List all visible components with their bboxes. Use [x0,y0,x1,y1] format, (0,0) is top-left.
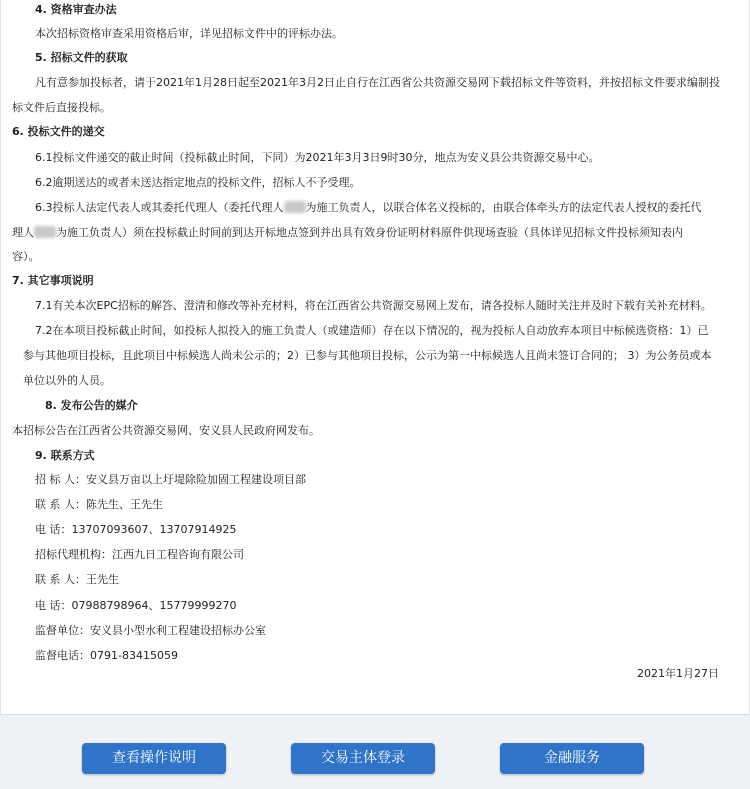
supervisor-unit: 监督单位：安义县小型水利工程建设招标办公室 [35,624,266,637]
section-7-heading: 7. 其它事项说明 [12,274,94,287]
view-instructions-button[interactable]: 查看操作说明 [82,743,226,774]
entity-login-button[interactable]: 交易主体登录 [291,743,435,774]
agency-phone: 电 话：07988798964、15779999270 [35,599,237,612]
agency-name: 招标代理机构：江西九日工程咨询有限公司 [35,548,244,561]
section-4-text: 本次招标资格审查采用资格后审，详见招标文件中的评标办法。 [35,27,343,40]
section-6-3-text-line3: 容）。 [12,250,40,263]
redacted-name [34,226,56,238]
section-6-3-line1-pre: 6.3投标人法定代表人或其委托代理人（委托代理人 [35,201,284,214]
supervisor-phone: 监督电话：0791-83415059 [35,649,178,662]
section-6-3-text-line1 [35,201,702,215]
section-4-heading: 4. 资格审查办法 [35,3,117,16]
financial-services-button[interactable]: 金融服务 [500,743,644,774]
agency-contact: 联 系 人：王先生 [35,573,119,586]
section-7-2-text-line3: 单位以外的人员。 [23,374,111,387]
section-7-2-text-line1: 7.2在本项目投标截止时间，如投标人拟投入的施工负责人（或建造师）存在以下情况的，视为投标人自动放弃本项目中标候选资格：1）已 [35,324,709,337]
section-8-heading: 8. 发布公告的媒介 [45,399,138,412]
section-8-text: 本招标公告在江西省公共资源交易网、安义县人民政府网发布。 [12,424,320,437]
publish-date: 2021年1月27日 [637,667,719,680]
section-5-heading: 5. 招标文件的获取 [35,51,128,64]
contact-phone: 电 话：13707093607、13707914925 [35,523,237,536]
section-6-3-line2-post: 为施工负责人）须在投标截止时间前到达开标地点签到并出具有效身份证明材料原件供现场查验（具体详见招标文件投标须知表内 [56,226,683,239]
section-6-3-line2-pre: 理人 [12,226,34,239]
section-6-3-line1-post: 为施工负责人，以联合体名义投标的，由联合体牵头方的法定代表人授权的委托代 [305,201,702,214]
section-6-2-text: 6.2逾期送达的或者未送达指定地点的投标文件，招标人不予受理。 [35,176,361,189]
section-9-heading: 9. 联系方式 [35,449,95,462]
contact-tenderer: 招 标 人：安义县万亩以上圩堤除险加固工程建设项目部 [35,473,306,486]
section-5-text-line1: 凡有意参加投标者，请于2021年1月28日起至2021年3月2日止自行在江西省公共资源交易网下载招标文件等资料，并按招标文件要求编制投 [35,76,720,89]
footer-bar [0,714,750,789]
section-6-heading: 6. 投标文件的递交 [12,125,105,138]
section-7-2-text-line2: 参与其他项目投标，且此项目中标候选人尚未公示的；2）已参与其他项目投标，公示为第一中标候选人且尚未签订合同的； 3）为公务员或本 [23,349,712,362]
redacted-name [284,201,306,213]
section-5-text-line2: 标文件后直接投标。 [12,101,111,114]
section-6-1-text: 6.1投标文件递交的截止时间（投标截止时间，下同）为2021年3月3日9时30分，地点为安义县公共资源交易中心。 [35,151,600,164]
section-7-1-text: 7.1有关本次EPC招标的解答、澄清和修改等补充材料，将在江西省公共资源交易网上发布，请各投标人随时关注并及时下载有关补充材料。 [35,299,712,312]
contact-person: 联 系 人：陈先生、王先生 [35,498,163,511]
section-6-3-text-line2 [12,226,683,240]
